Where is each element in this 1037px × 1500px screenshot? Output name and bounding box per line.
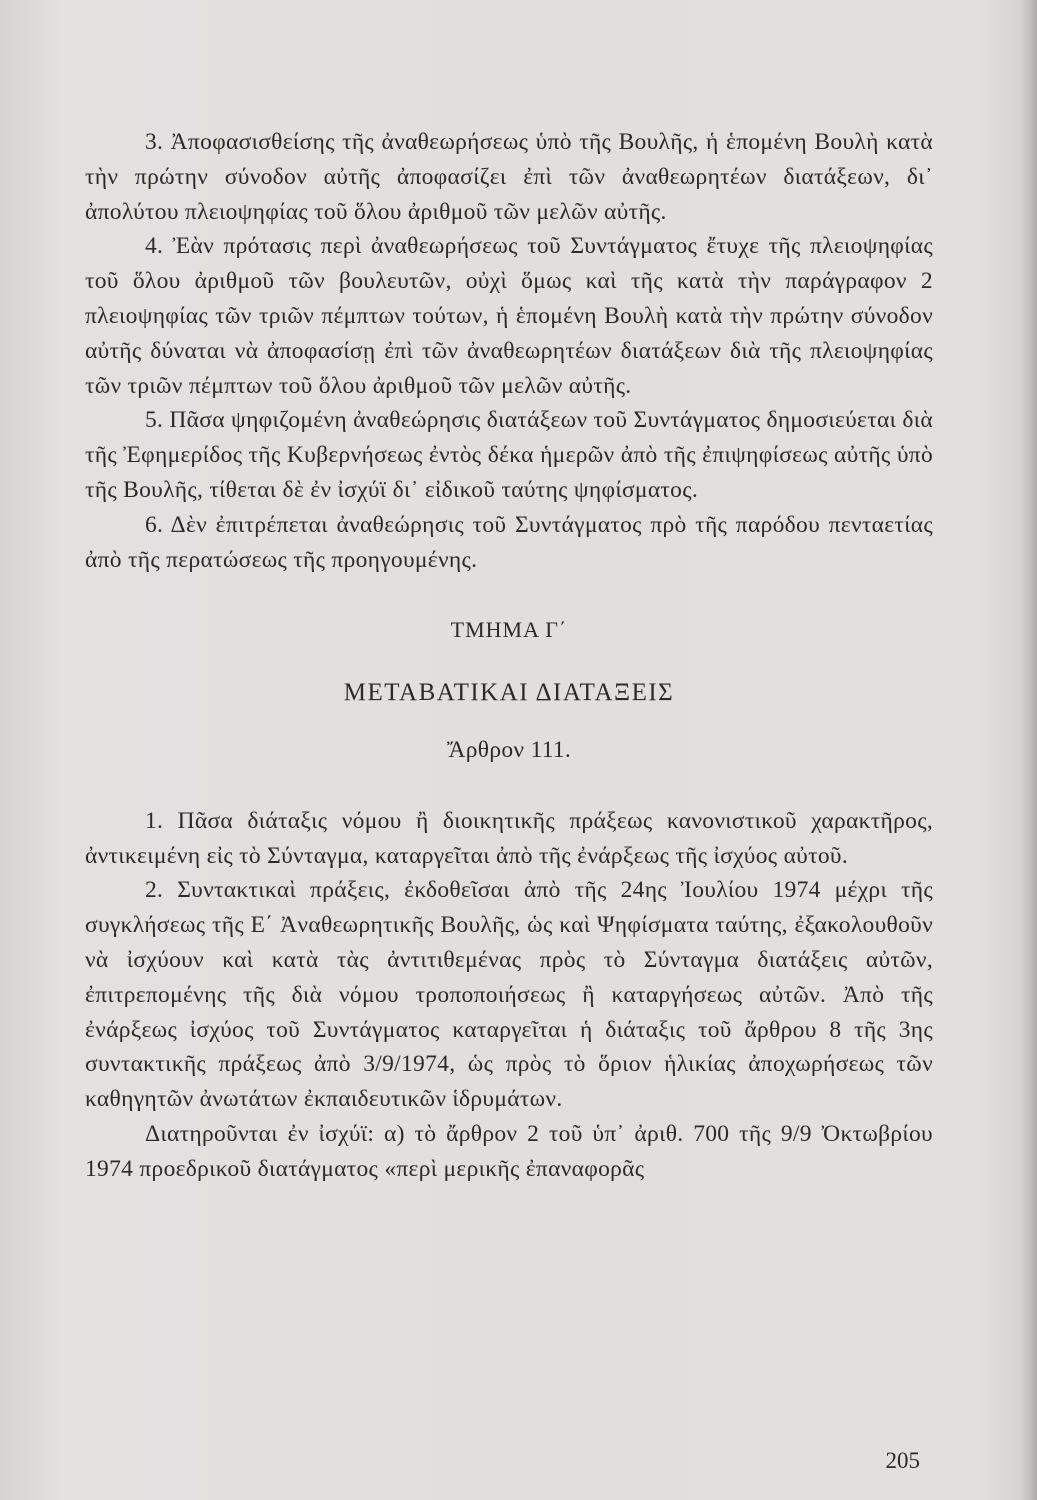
- article-paragraph-3: Διατηροῦνται ἐν ἰσχύϊ: α) τὸ ἄρθρον 2 τοῦ ὑπ᾽ ἀριθ. 700 τῆς 9/9 Ὀκτωβρίου 1974 προεδρικοῦ διατάγματος «περὶ μερικῆς ἐπαναφορᾶς: [85, 1120, 933, 1182]
- article-title: Ἄρθρον 111.: [446, 736, 572, 763]
- body-text: [85, 125, 933, 1187]
- paragraph-4: 4. Ἐὰν πρότασις περὶ ἀναθεωρήσεως τοῦ Συντάγματος ἔτυχε τῆς πλειοψηφίας τοῦ ὅλου ἀριθμοῦ τῶν βουλευτῶν, οὐχὶ ὅμως καὶ τῆς κατὰ τὴν παράγραφον 2 πλειοψηφίας τῶν τριῶν πέμπτων τούτων, ἡ ἑπομένη Βουλὴ κατὰ τὴν πρώτην σύνοδον αὐτῆς δύναται νὰ ἀποφασίσῃ ἐπὶ τῶν ἀναθεωρητέων διατάξεων διὰ τῆς πλειοψηφίας τῶν τριῶν πέμπτων τοῦ ὅλου ἀριθμοῦ τῶν μελῶν αὐτῆς.: [85, 233, 933, 399]
- paragraph-5: 5. Πᾶσα ψηφιζομένη ἀναθεώρησις διατάξεων τοῦ Συντάγματος δημοσιεύεται διὰ τῆς Ἐφημερίδος τῆς Κυβερνήσεως ἐντὸς δέκα ἡμερῶν ἀπὸ τῆς ἐπιψηφίσεως αὐτῆς ὑπὸ τῆς Βουλῆς, τίθεται δὲ ἐν ἰσχύϊ δι᾽ εἰδικοῦ ταύτης ψηφίσματος.: [85, 407, 933, 503]
- section-title: ΜΕΤΑΒΑΤΙΚΑΙ ΔΙΑΤΑΞΕΙΣ: [343, 679, 675, 707]
- article-paragraph-2: 2. Συντακτικαὶ πράξεις, ἐκδοθεῖσαι ἀπὸ τῆς 24ης Ἰουλίου 1974 μέχρι τῆς συγκλήσεως τῆς Ε΄ Ἀναθεωρητικῆς Βουλῆς, ὡς καὶ Ψηφίσματα ταύτης, ἐξακολουθοῦν νὰ ἰσχύουν καὶ κατὰ τὰς ἀντιτιθεμένας πρὸς τὸ Σύνταγμα διατάξεις αὐτῶν, ἐπιτρεπομένης τῆς διὰ νόμου τροποποιήσεως ἢ καταργήσεως αὐτῶν. Ἀπὸ τῆς ἐνάρξεως ἰσχύος τοῦ Συντάγματος καταργεῖται ἡ διάταξις τοῦ ἄρθρου 8 τῆς 3ης συντακτικῆς πράξεως ἀπὸ 3/9/1974, ὡς πρὸς τὸ ὅριον ἡλικίας ἀποχωρήσεως τῶν καθηγητῶν ἀνωτάτων ἐκπαιδευτικῶν ἱδρυμάτων.: [85, 877, 933, 1113]
- page-edge-shadow: [1019, 0, 1037, 1500]
- paragraph-6: 6. Δὲν ἐπιτρέπεται ἀναθεώρησις τοῦ Συντάγματος πρὸ τῆς παρόδου πενταετίας ἀπὸ τῆς περατώσεως τῆς προηγουμένης.: [85, 511, 933, 573]
- page-number: 205: [885, 1448, 920, 1473]
- section-label: ΤΜΗΜΑ Γ΄: [450, 617, 568, 643]
- paragraph-3: 3. Ἀποφασισθείσης τῆς ἀναθεωρήσεως ὑπὸ τῆς Βουλῆς, ἡ ἑπομένη Βουλὴ κατὰ τὴν πρώτην σύνοδον αὐτῆς ἀποφασίζει ἐπὶ τῶν ἀναθεωρητέων διατάξεων, δι᾽ ἀπολύτου πλειοψηφίας τοῦ ὅλου ἀριθμοῦ τῶν μελῶν αὐτῆς.: [85, 129, 933, 225]
- article-paragraph-1: 1. Πᾶσα διάταξις νόμου ἢ διοικητικῆς πράξεως κανονιστικοῦ χαρακτῆρος, ἀντικειμένη εἰς τὸ Σύνταγμα, καταργεῖται ἀπὸ τῆς ἐνάρξεως τῆς ἰσχύος αὐτοῦ.: [85, 807, 933, 869]
